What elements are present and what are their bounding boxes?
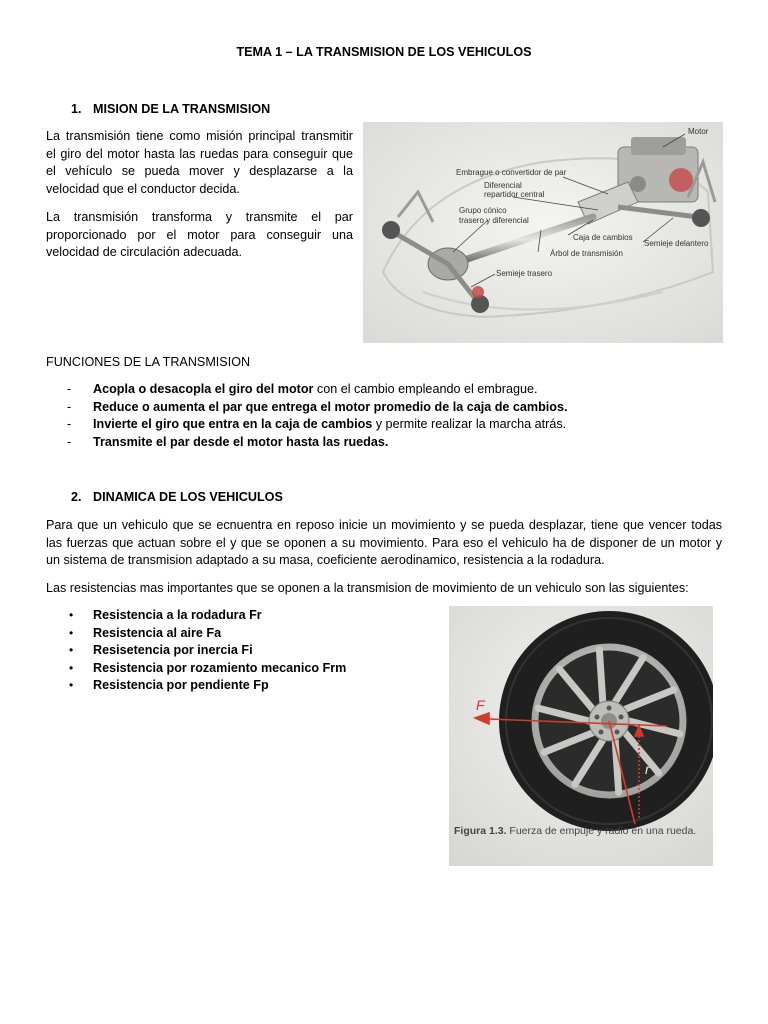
figure-caption-text: Fuerza de empuje y radio en una rueda. [506, 825, 697, 837]
list-marker: - [67, 417, 72, 431]
label-grupo-1: Grupo cónico [459, 206, 507, 215]
list-item-bold: Transmite el par desde el motor hasta las ruedas. [93, 434, 389, 449]
list-item [67, 607, 427, 625]
text-line: el vehículo se pueda mover y desplazarse a la [46, 164, 353, 179]
list-item-text: con el cambio empleando el embrague. [313, 382, 538, 396]
drivetrain-figure [363, 122, 723, 343]
section1-heading: MISION DE LA TRANSMISION [93, 102, 271, 116]
section2-paragraph-1 [46, 517, 722, 570]
list-marker: - [67, 434, 72, 449]
funciones-heading: FUNCIONES DE LA TRANSMISION [46, 355, 251, 369]
section2-number: 2. [71, 490, 82, 504]
list-item [67, 625, 427, 643]
text-line: velocidad que el conductor decida. [46, 181, 240, 196]
section1-number: 1. [71, 102, 82, 116]
text-line: La transmisión tiene como misión principal transmitir [46, 129, 353, 143]
label-grupo-2: trasero y diferencial [459, 216, 529, 225]
list-item [67, 399, 707, 417]
list-marker: • [69, 625, 74, 640]
label-diferencial-1: Diferencial [484, 181, 522, 190]
text-line: La transmisión transforma y transmite el par [46, 210, 353, 224]
section1-paragraph-2 [46, 209, 353, 262]
list-item-text: Resisetencia por inercia Fi [93, 643, 253, 657]
list-item-bold: Acopla o desacopla el giro del motor [93, 382, 314, 396]
label-semieje-delantero: Semieje delantero [644, 239, 709, 248]
drivetrain-illustration [363, 122, 723, 343]
section1-paragraph-1 [46, 128, 353, 198]
list-marker: • [69, 643, 74, 657]
wheel-figure [449, 606, 713, 866]
label-embrague: Embrague o convertidor de par [456, 168, 567, 177]
force-label: F [476, 697, 485, 713]
list-item-text: Resistencia por rozamiento mecanico Frm [93, 660, 347, 675]
section2-paragraph-2: Las resistencias mas importantes que se oponen a la transmision de movimiento de un vehiculo son las siguientes: [46, 581, 689, 595]
document-title: TEMA 1 – LA TRANSMISION DE LOS VEHICULOS [236, 45, 532, 59]
text-line: las fuerzas que actuan sobre el y que se oponen a su movimiento. Para eso el vehiculo ha de disponer de un motor y [46, 535, 722, 550]
figure-caption-label: Figura 1.3. [454, 825, 507, 837]
section2-heading: DINAMICA DE LOS VEHICULOS [93, 490, 283, 504]
list-item [67, 381, 707, 399]
label-arbol: Árbol de transmisión [550, 249, 623, 258]
resistencias-list [67, 607, 427, 695]
text-line: un sistema de transmision adaptado a su masa, coeficiente aerodinamico, resistencia a la rodadura. [46, 553, 605, 568]
list-marker: - [67, 399, 72, 414]
list-marker: - [67, 382, 72, 396]
list-item [67, 677, 427, 695]
wheel-illustration [449, 606, 713, 866]
text-line: velocidad de circulación adecuada. [46, 245, 243, 260]
label-diferencial-2: repartidor central [484, 190, 545, 199]
list-marker: • [69, 608, 74, 622]
list-item [67, 416, 707, 434]
label-semieje-trasero: Semieje trasero [496, 269, 553, 278]
rim-spoke [599, 650, 602, 702]
list-item [67, 642, 427, 660]
text-line: proporcionado por el motor para conseguir una [46, 227, 353, 242]
list-item [67, 434, 707, 452]
text-line: el giro del motor hasta las ruedas para conseguir que [46, 146, 353, 161]
list-item-bold: Invierte el giro que entra en la caja de cambios [93, 417, 373, 431]
funciones-list [67, 381, 707, 451]
list-item [67, 660, 427, 678]
list-item-text: y permite realizar la marcha atrás. [372, 417, 567, 431]
list-item-bold: Reduce o aumenta el par que entrega el motor promedio de la caja de cambios. [93, 399, 568, 414]
label-caja: Caja de cambios [573, 233, 633, 242]
list-item-text: Resistencia por pendiente Fp [93, 678, 269, 692]
list-marker: • [69, 678, 74, 692]
list-marker: • [69, 660, 74, 675]
list-item-text: Resistencia al aire Fa [93, 625, 222, 640]
figure-caption [454, 825, 696, 837]
text-line: Para que un vehiculo que se ecnuentra en reposo inicie un movimiento y se pueda desplazar, tiene que vencer todas [46, 518, 722, 532]
list-item-text: Resistencia a la rodadura Fr [93, 608, 262, 622]
radius-label: r [645, 761, 650, 777]
label-motor: Motor [688, 127, 709, 136]
